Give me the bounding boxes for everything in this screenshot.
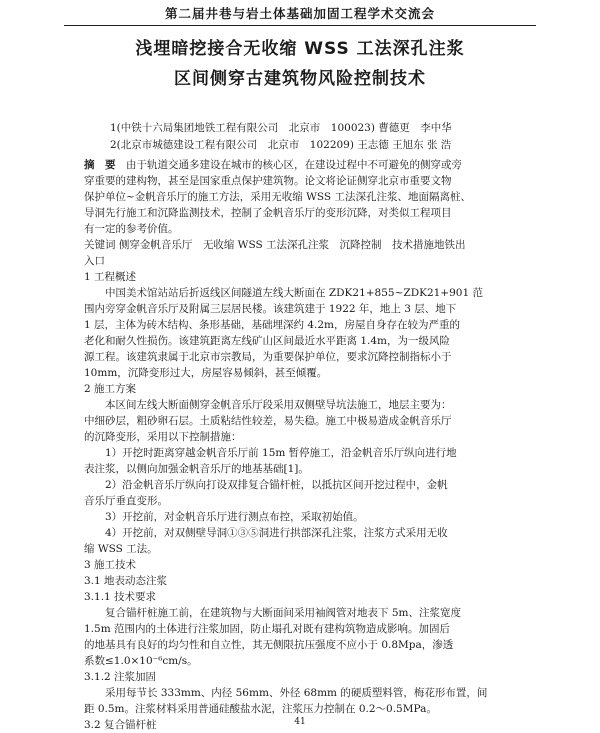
paragraph-line: 本区间左线大断面侧穿金帆音乐厅段采用双侧壁导坑法施工，地层主要为：: [105, 399, 452, 411]
paragraph-line: 中细砂层，粗砂卵石层。土质粘结性较差，易失稳。施工中极易造成金帆音乐厅: [84, 415, 452, 427]
paragraph-line: 老化和耐久性损伤。该建筑距离左线矿山区间最近水平距离 1.4m，为一级风险: [84, 335, 450, 347]
section-heading: 1 工程概述: [84, 271, 137, 283]
list-item-cont: 缩 WSS 工法。: [84, 543, 158, 555]
keywords-line: [84, 237, 526, 253]
running-head: 第二届井巷与岩土体基础加固工程学术交流会: [164, 6, 435, 21]
list-item: 1）开挖时距离穿越金帆音乐厅前 15m 暂停施工，沿金帆音乐厅纵向进行地: [105, 447, 457, 459]
paragraph-line: 复合锚杆桩施工前，在建筑物与大断面间采用袖阀管对地表下 5m、注浆宽度: [105, 607, 461, 619]
affiliation-2: 2(北京市城德建设工程有限公司 北京市 102209) 王志德 王旭东 张 浩: [110, 139, 452, 151]
paragraph-line: 1.5m 范围内的土体进行注浆加固，防止塌孔对既有建构筑物造成影响。加固后: [84, 623, 450, 635]
paragraph-line: 围内旁穿金帆音乐厅及附属三层居民楼。该建筑建于 1922 年，地上 3 层、地下: [84, 303, 457, 315]
paragraph-line: 10mm，沉降变形过大，房屋容易倾斜，甚至倾覆。: [84, 367, 328, 379]
header-rule: [64, 25, 536, 26]
list-item-cont: 表注浆，以侧向加强金帆音乐厅的地基基础[1]。: [84, 463, 309, 475]
paragraph-line: 系数≤1.0×10⁻⁶cm/s。: [84, 655, 198, 667]
paragraph-line: 采用每节长 333mm、内径 56mm、外径 68mm 的硬质塑料管，梅花形布置，间: [105, 687, 488, 699]
abstract-line: 导洞先行施工和沉降监测技术，控制了金帆音乐厅的变形沉降，对类似工程项目: [84, 207, 452, 219]
list-item: 2）沿金帆音乐厅纵向打设双排复合锚杆桩，以抵抗区间开挖过程中，金帆: [105, 479, 448, 491]
abstract-line: 有一定的参考价值。: [84, 223, 179, 235]
keywords-line: 入口: [84, 255, 105, 267]
subsection-heading: 3.1 地表动态注浆: [84, 575, 168, 587]
abstract-label: 摘 要: [84, 159, 116, 171]
list-item: 3）开挖前，对金帆音乐厅进行测点布控，采取初始值。: [105, 511, 364, 523]
list-item-cont: 音乐厅垂直变形。: [84, 495, 168, 507]
abstract-line: 保护单位~金帆音乐厅的施工方法，采用无收缩 WSS 工法深孔注浆、地面隔离桩、: [84, 191, 471, 203]
abstract-text: 由于轨道交通多建设在城市的核心区，在建设过程中不可避免的侧穿或旁: [126, 159, 462, 171]
paper-title-line1: 浅埋暗挖接合无收缩 WSS 工法深孔注浆: [135, 39, 465, 59]
subsubsection-heading: 3.1.1 技术要求: [84, 591, 157, 603]
paragraph-line: 的地基具有良好的均匀性和自立性，其无侧限抗压强度不应小于 0.8Mpa，渗透: [84, 639, 454, 651]
body-text: [84, 157, 526, 733]
keywords-text: 侧穿金帆音乐厅 无收缩 WSS 工法深孔注浆 沉降控制 技术措施地铁出: [118, 239, 466, 251]
abstract-line: 穿重要的建构物，甚至是国家重点保护建筑物。论文将论证侧穿北京市重要文物: [84, 175, 452, 187]
paragraph-line: 距 0.5m。注浆材料采用普通硅酸盐水泥，注浆压力控制在 0.2～0.5MPa。: [84, 703, 437, 715]
paragraph-line: 的沉降变形，采用以下控制措施：: [84, 431, 242, 443]
list-item: 4）开挖前，对双侧壁导洞①③⑤洞进行拱部深孔注浆，注浆方式采用无收: [105, 527, 448, 539]
subsection-heading: 3.2 复合锚杆桩: [84, 719, 157, 731]
section-heading: 3 施工技术: [84, 559, 137, 571]
section-heading: 2 施工方案: [84, 383, 137, 395]
paragraph-line: 1 层，主体为砖木结构、条形基础，基础埋深约 4.2m，房屋自身存在较为严重的: [84, 319, 461, 331]
paper-title-line2: 区间侧穿古建筑物风险控制技术: [174, 69, 426, 89]
paragraph-line: 中国美术馆站站后折返线区间隧道左线大断面在 ZDK21+855~ZDK21+901 范: [105, 287, 483, 299]
keywords-label: 关键词: [84, 239, 116, 251]
paragraph-line: 源工程。该建筑隶属于北京市宗教局，为重要保护单位，要求沉降控制指标小于: [84, 351, 452, 363]
page-number: 41: [294, 717, 306, 727]
affiliation-1: 1(中铁十六局集团地铁工程有限公司 北京市 100023) 曹德更 李中华: [110, 122, 452, 134]
subsubsection-heading: 3.1.2 注浆加固: [84, 671, 157, 683]
abstract-line: [84, 157, 526, 173]
